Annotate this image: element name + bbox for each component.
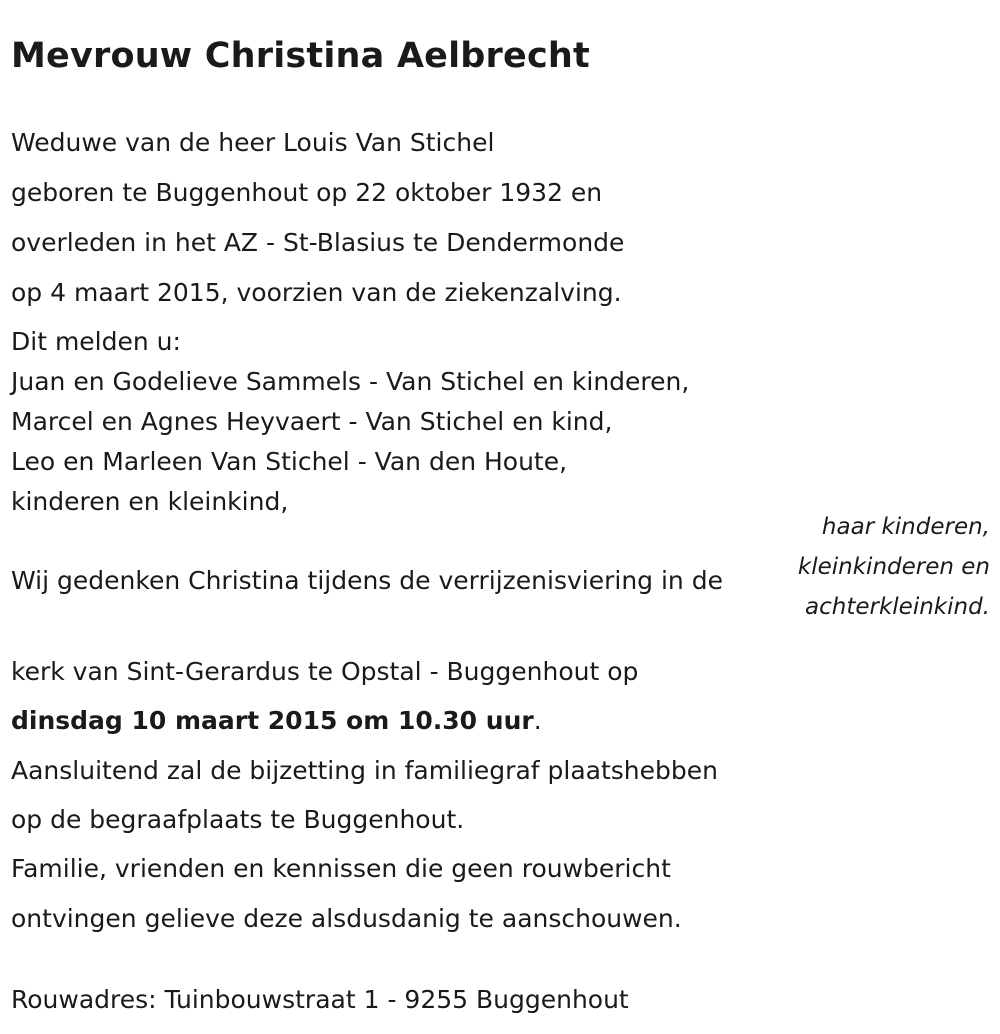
page-title: Mevrouw Christina Aelbrecht [11, 36, 590, 76]
service-line-1: Wij gedenken Christina tijdens de verrijzenisviering in de [11, 566, 723, 595]
side-note [798, 507, 990, 627]
intro-line-death-place: overleden in het AZ - St-Blasius te Dendermonde [11, 228, 625, 257]
family-line: Juan en Godelieve Sammels - Van Stichel en kinderen, [11, 367, 690, 396]
family-line: Leo en Marleen Van Stichel - Van den Houte, [11, 447, 568, 476]
intro-line-birth: geboren te Buggenhout op 22 oktober 1932 en [11, 178, 603, 207]
intro-line-widow: Weduwe van de heer Louis Van Stichel [11, 128, 495, 157]
notice-line: ontvingen gelieve deze alsdusdanig te aanschouwen. [11, 904, 682, 933]
family-line: kinderen en kleinkind, [11, 487, 289, 516]
service-date-suffix: . [533, 706, 542, 735]
notice-line: Familie, vrienden en kennissen die geen rouwbericht [11, 854, 671, 883]
family-line: Marcel en Agnes Heyvaert - Van Stichel en kind, [11, 407, 613, 436]
mourning-address: Rouwadres: Tuinbouwstraat 1 - 9255 Buggenhout [11, 985, 629, 1014]
service-date: dinsdag 10 maart 2015 om 10.30 uur [11, 706, 534, 735]
service-line-2: kerk van Sint-Gerardus te Opstal - Buggenhout op [11, 657, 639, 686]
burial-line: Aansluitend zal de bijzetting in familiegraf plaatshebben [11, 756, 718, 785]
service-date-line [11, 704, 542, 738]
side-note-line: achterkleinkind. [805, 594, 990, 620]
side-note-line: haar kinderen, [821, 514, 990, 540]
intro-line-death-date: op 4 maart 2015, voorzien van de ziekenzalving. [11, 278, 622, 307]
side-note-line: kleinkinderen en [797, 554, 990, 580]
announce-heading: Dit melden u: [11, 327, 181, 356]
burial-line: op de begraafplaats te Buggenhout. [11, 805, 465, 834]
